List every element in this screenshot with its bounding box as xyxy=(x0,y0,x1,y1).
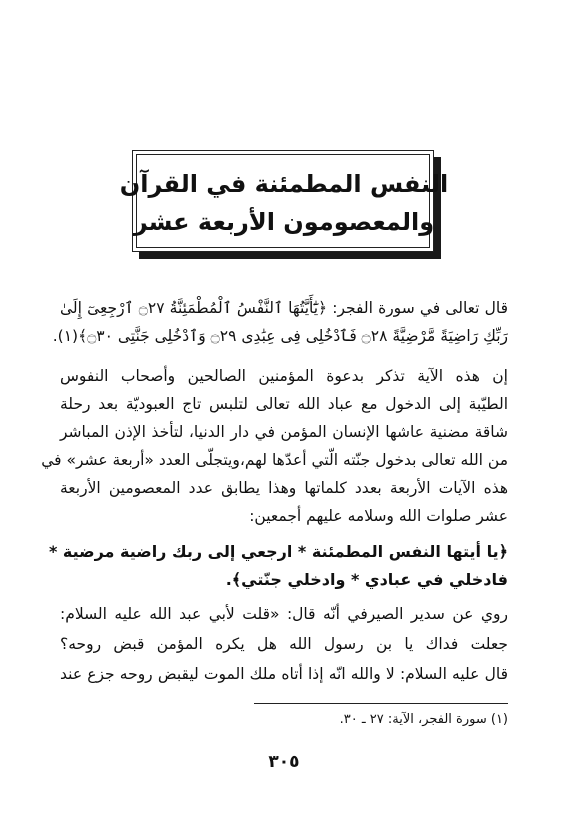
body-line-1: قال تعالى في سورة الفجر: ﴿يَٰٓأَيَّتُهَا ٱلنَّفْسُ ٱلْمُطْمَئِنَّةُ ۝٢٧ ٱرْجِعِىٓ إِلَىٰ xyxy=(60,299,508,317)
body-line-2: رَبِّكِ رَاضِيَةً مَّرْضِيَّةً ۝٢٨ فَٱدْخُلِى فِى عِبَٰدِى ۝٢٩ وَٱدْخُلِى جَنَّتِى ۝٣٠﴾(١). xyxy=(52,327,508,345)
body-line-5: شاقة مضنية عاشها الإنسان المؤمن في دار الدنيا، لتأخذ الإذن المباشر xyxy=(60,423,508,441)
footnote: (١) سورة الفجر، الآية: ٢٧ ـ ٣٠. xyxy=(339,712,508,727)
chapter-title-line-2: والمعصومون الأربعة عشر xyxy=(133,208,435,236)
footnote-divider xyxy=(254,703,508,704)
body-line-3: إن هذه الآية تذكر بدعوة المؤمنين الصالحين وأصحاب النفوس xyxy=(60,367,508,385)
body-line-10: جعلت فداك يا بن رسول الله هل يكره المؤمن قبض روحه؟ xyxy=(60,635,508,653)
body-line-4: الطيّبة إلى الدخول مع عباد الله تعالى لتلبس تاج العبوديّة بعد رحلة xyxy=(60,395,508,413)
body-line-11: قال عليه السلام: لا والله انّه إذا أتاه ملك الموت ليقبض روحه جزع عند xyxy=(60,665,508,683)
chapter-title-line-1: النفس المطمئنة في القرآن xyxy=(119,170,449,198)
page-number: ٣٠٥ xyxy=(268,752,300,772)
body-line-8: عشر صلوات الله وسلامه عليهم أجمعين: xyxy=(249,507,508,525)
verse-line-1: ﴿يا أيتها النفس المطمئنة * ارجعي إلى ربك راضية مرضية * xyxy=(48,542,508,561)
body-line-6: من الله تعالى بدخول جنّته الّتي أعدّها لهم،ويتجلّى العدد «أربعة عشر» في xyxy=(41,451,508,469)
verse-line-2: فادخلي في عبادي * وادخلي جنّتي﴾. xyxy=(225,570,508,589)
title-frame xyxy=(132,150,434,252)
body-line-9: روي عن سدير الصيرفي أنّه قال: «قلت لأبي عبد الله عليه السلام: xyxy=(60,605,508,623)
body-line-7: هذه الآيات الأربعة بعدد كلماتها وهذا يطابق عدد المعصومين الأربعة xyxy=(60,479,508,497)
